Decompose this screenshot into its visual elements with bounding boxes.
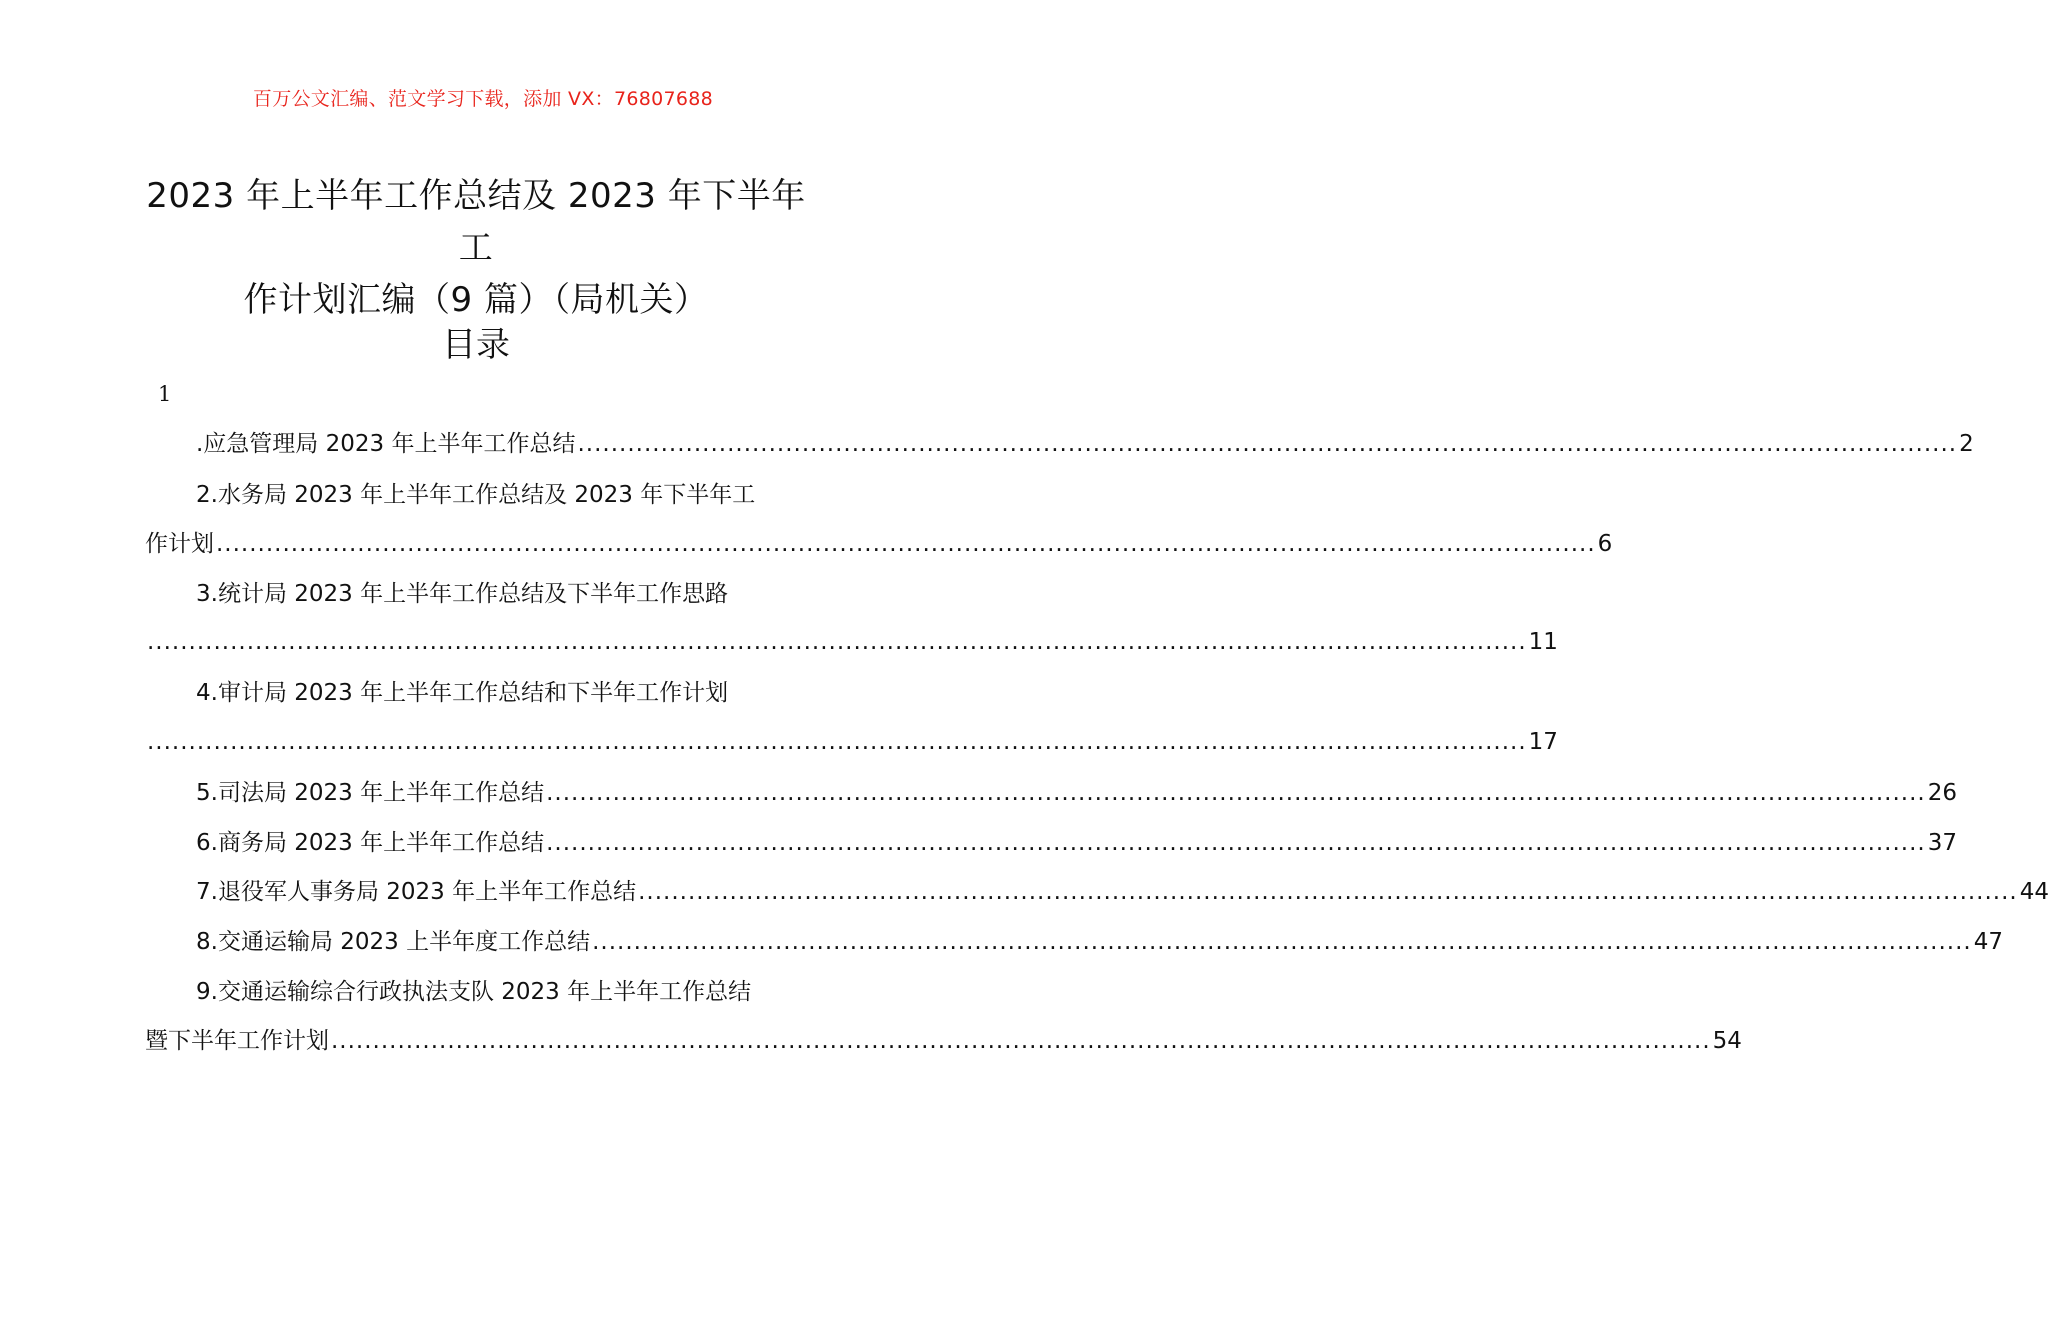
toc-entry-8-title: 8.交通运输局 2023 上半年度工作总结 — [196, 929, 591, 955]
toc-entry-1[interactable] — [196, 424, 1974, 464]
toc-entry-2-title: 2.水务局 2023 年上半年工作总结及 2023 年下半年工 — [196, 482, 756, 508]
toc-entry-6[interactable] — [196, 823, 1958, 863]
toc-entry-2-leader: ...................................................................................................................................................................... — [216, 531, 1596, 557]
toc-entry-4-page: 17 — [1528, 729, 1558, 755]
toc-entry-9-page: 54 — [1712, 1028, 1742, 1054]
toc-entry-3-title: 3.统计局 2023 年上半年工作总结及下半年工作思路 — [196, 581, 729, 607]
toc-entry-4-leader: ...................................................................................................................................................................... — [147, 729, 1527, 755]
toc-entry-5-page: 26 — [1927, 780, 1958, 806]
toc-entry-9-leader: ...................................................................................................................................................................... — [331, 1028, 1711, 1054]
toc-entry-3-line-2[interactable] — [145, 622, 1558, 662]
toc-entry-3-page: 11 — [1528, 629, 1558, 655]
document-title-line-2: 作计划汇编（9 篇）（局机关） — [243, 280, 709, 320]
toc-entry-3-line-1[interactable] — [196, 574, 805, 614]
toc-entry-8-leader: ...................................................................................................................................................................... — [592, 929, 1972, 955]
toc-entry-8[interactable] — [196, 922, 2004, 962]
toc-entry-2-line-2[interactable] — [145, 524, 1613, 564]
toc-entry-9-line-1[interactable] — [196, 972, 805, 1012]
toc-entry-6-leader: ...................................................................................................................................................................... — [546, 830, 1926, 856]
toc-entry-7-leader: ...................................................................................................................................................................... — [638, 879, 2018, 905]
toc-entry-2-line-1[interactable] — [196, 475, 805, 515]
toc-entry-5[interactable] — [196, 773, 1958, 813]
toc-entry-5-title: 5.司法局 2023 年上半年工作总结 — [196, 780, 545, 806]
toc-entry-5-leader: ...................................................................................................................................................................... — [546, 780, 1926, 806]
toc-entry-1-page: 2 — [1959, 431, 1974, 457]
toc-entry-1-leader: ...................................................................................................................................................................... — [577, 431, 1958, 457]
toc-entry-1-title: .应急管理局 2023 年上半年工作总结 — [196, 431, 576, 457]
toc-heading: 目录 — [442, 325, 510, 365]
toc-entry-2-page: 6 — [1597, 531, 1613, 557]
toc-entry-4-title: 4.审计局 2023 年上半年工作总结和下半年工作计划 — [196, 680, 729, 706]
header-note: 百万公文汇编、范文学习下载，添加 VX：76807688 — [252, 88, 714, 110]
toc-entry-7-title: 7.退役军人事务局 2023 年上半年工作总结 — [196, 879, 637, 905]
toc-entry-7[interactable] — [196, 872, 2049, 912]
toc-entry-3-leader: ...................................................................................................................................................................... — [147, 629, 1527, 655]
document-title-line-1: 2023 年上半年工作总结及 2023 年下半年工 — [146, 176, 806, 268]
toc-entry-2-title-cont: 作计划 — [145, 531, 214, 557]
toc-entry-6-title: 6.商务局 2023 年上半年工作总结 — [196, 830, 545, 856]
toc-entry-9-line-2[interactable] — [145, 1021, 1742, 1061]
toc-entry-9-title-cont: 暨下半年工作计划 — [145, 1028, 329, 1054]
toc-entry-9-title: 9.交通运输综合行政执法支队 2023 年上半年工作总结 — [196, 979, 752, 1005]
document-title — [143, 170, 809, 326]
page-number: 1 — [158, 382, 172, 406]
toc-entry-4-line-1[interactable] — [196, 673, 805, 713]
toc-entry-4-line-2[interactable] — [145, 722, 1558, 762]
toc-entry-8-page: 47 — [1973, 929, 2004, 955]
toc-entry-6-page: 37 — [1927, 830, 1958, 856]
toc-entry-7-page: 44 — [2019, 879, 2049, 905]
